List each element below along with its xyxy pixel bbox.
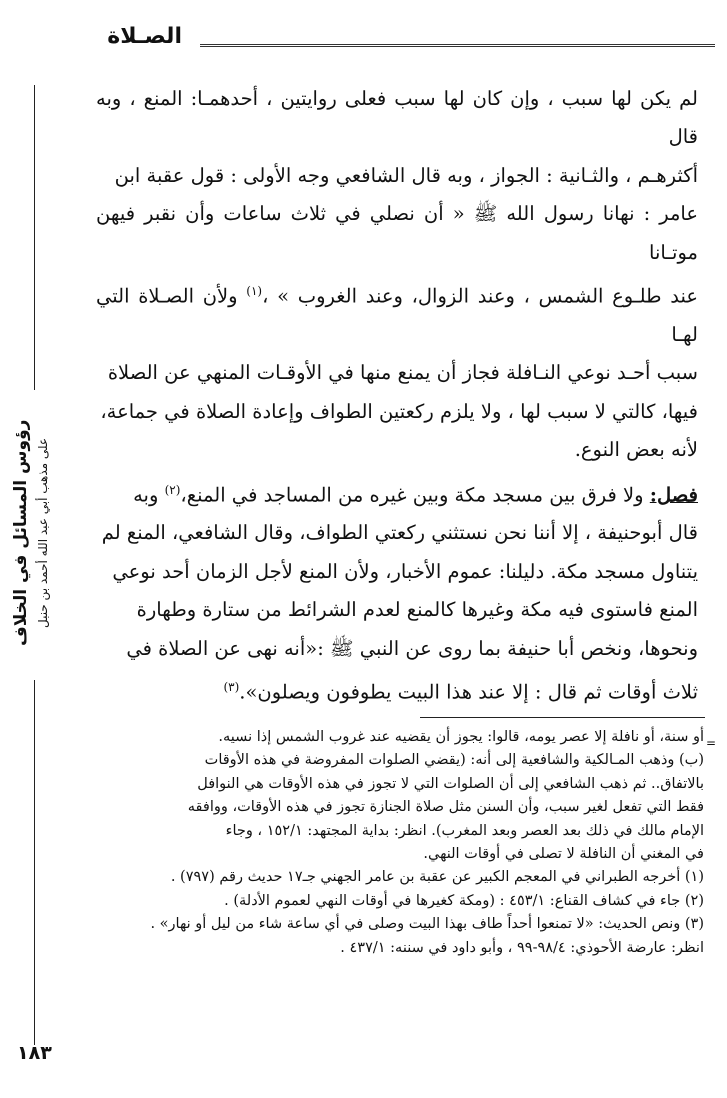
footnote-line: الإمام مالك في ذلك بعد العصر وبعد المغرب). انظر: بداية المجتهد: ١٥٢/١ ، وجاء [225, 822, 704, 839]
footnote-line: بالاتفاق.. ثم ذهب الشافعي إلى أن الصلوات التي لا تجوز في هذه الأوقات هي النوافل [197, 775, 704, 792]
text-segment: ولأن الصـلاة التي لهـا [96, 284, 698, 346]
footnote-line: (١) أخرجه الطبراني في المعجم الكبير عن عقبة بن عامر الجهني جـ١٧ حديث رقم (٧٩٧) . [170, 869, 704, 886]
footnote-line: أو سنة، أو نافلة إلا عصر يومه، قالوا: يجوز أن يقضيه عند غروب الشمس إذا نسيه. [218, 729, 704, 745]
text-segment: ثلاث أوقات ثم قال : إلا عند هذا البيت يطوفون ويصلون». [239, 680, 698, 704]
footnote-line: انظر: عارضة الأحوذي: ٩٨/٤-٩٩ ، وأبو داود في سننه: ٤٣٧/١ . [340, 939, 704, 956]
footnote-ref-3: (٣) [223, 680, 240, 695]
text-line: عامر : نهانا رسول الله ﷺ « أن نصلي في ثلاث ساعات وأن نقبر فيهن موتـانا [96, 202, 698, 264]
section-label: فصل: [649, 483, 698, 507]
text-line: فيها، كالتي لا سبب لها ، ولا يلزم ركعتين الطواف وإعادة الصلاة في جماعة، [100, 399, 698, 423]
text-line [96, 668, 698, 712]
footnote-line: (ب) وذهب المـالكية والشافعية إلى أنه: (يقضي الصلوات المفروضة في هذه الأوقات [204, 752, 704, 769]
text-line: قال أبوحنيفة ، إلا أننا نحن نستثني ركعتي الطواف، وقال الشافعي، المنع لم [101, 521, 698, 545]
text-line: يتناول مسجد مكة. دليلنا: عموم الأخبار، ولأن المنع لأجل الزمان أحد نوعي [112, 559, 698, 583]
chapter-title: الصـلاة [107, 24, 182, 49]
text-segment: وبه [133, 483, 165, 507]
text-segment: ولا فرق بين مسجد مكة وبين غيره من المساجد في المنع، [180, 483, 650, 507]
margin-mark: = [706, 736, 717, 750]
book-side-title [10, 385, 60, 680]
text-line: لم يكن لها سبب ، وإن كان لها سبب فعلى روايتين ، أحدهمـا: المنع ، وبه قال [96, 87, 698, 149]
page-number: ١٨٣ [17, 1042, 52, 1064]
footnote-ref-1: (١) [246, 284, 263, 299]
text-line: أكثرهـم ، والثـانية : الجواز ، وبه قال الشافعي وجه الأولى : قول عقبة ابن [114, 163, 698, 187]
text-line: ونحوها، ونخص أبا حنيفة بما روى عن النبي ﷺ :«أنه نهى عن الصلاة في [126, 636, 698, 660]
footnote-line: فقط التي تفعل لغير سبب، وأن السنن مثل صلاة الجنازة تجوز في هذه الأوقات، ووافقه [187, 799, 704, 816]
footnotes [96, 726, 704, 960]
text-line: المنع فاستوى فيه مكة وغيرها كالمنع لعدم الشرائط من ستارة وطهارة [136, 598, 698, 622]
header-rule [200, 44, 715, 47]
text-line [96, 471, 698, 515]
side-title-line1: رؤوس المسائل في الخلاف [11, 419, 31, 646]
text-line: لأنه بعض النوع. [574, 438, 698, 462]
text-line [96, 272, 698, 354]
side-rule-top [34, 85, 35, 390]
main-text [96, 80, 698, 712]
footnote-line: في المغني أن النافلة لا تصلى في أوقات النهي. [423, 846, 704, 863]
side-rule-bottom [34, 680, 35, 1045]
text-segment: عند طلـوع الشمس ، وعند الزوال، وعند الغروب » ، [262, 284, 698, 308]
footnote-line: (٣) ونص الحديث: «لا تمنعوا أحداً طاف بهذا البيت وصلى في أي ساعة شاء من ليل أو نهار» . [150, 916, 704, 933]
footnote-ref-2: (٢) [164, 482, 181, 497]
footnote-rule [420, 717, 705, 718]
text-line: سبب أحـد نوعي النـافلة فجاز أن يمنع منها في الأوقـات المنهي عن الصلاة [107, 361, 698, 385]
side-title-line2: على مذهب أبي عبد الله أحمد بن حنبل [36, 437, 50, 628]
footnote-line: (٢) جاء في كشاف القناع: ٤٥٣/١ : (ومكة كغيرها في أوقات النهي لعموم الأدلة) . [224, 892, 704, 909]
